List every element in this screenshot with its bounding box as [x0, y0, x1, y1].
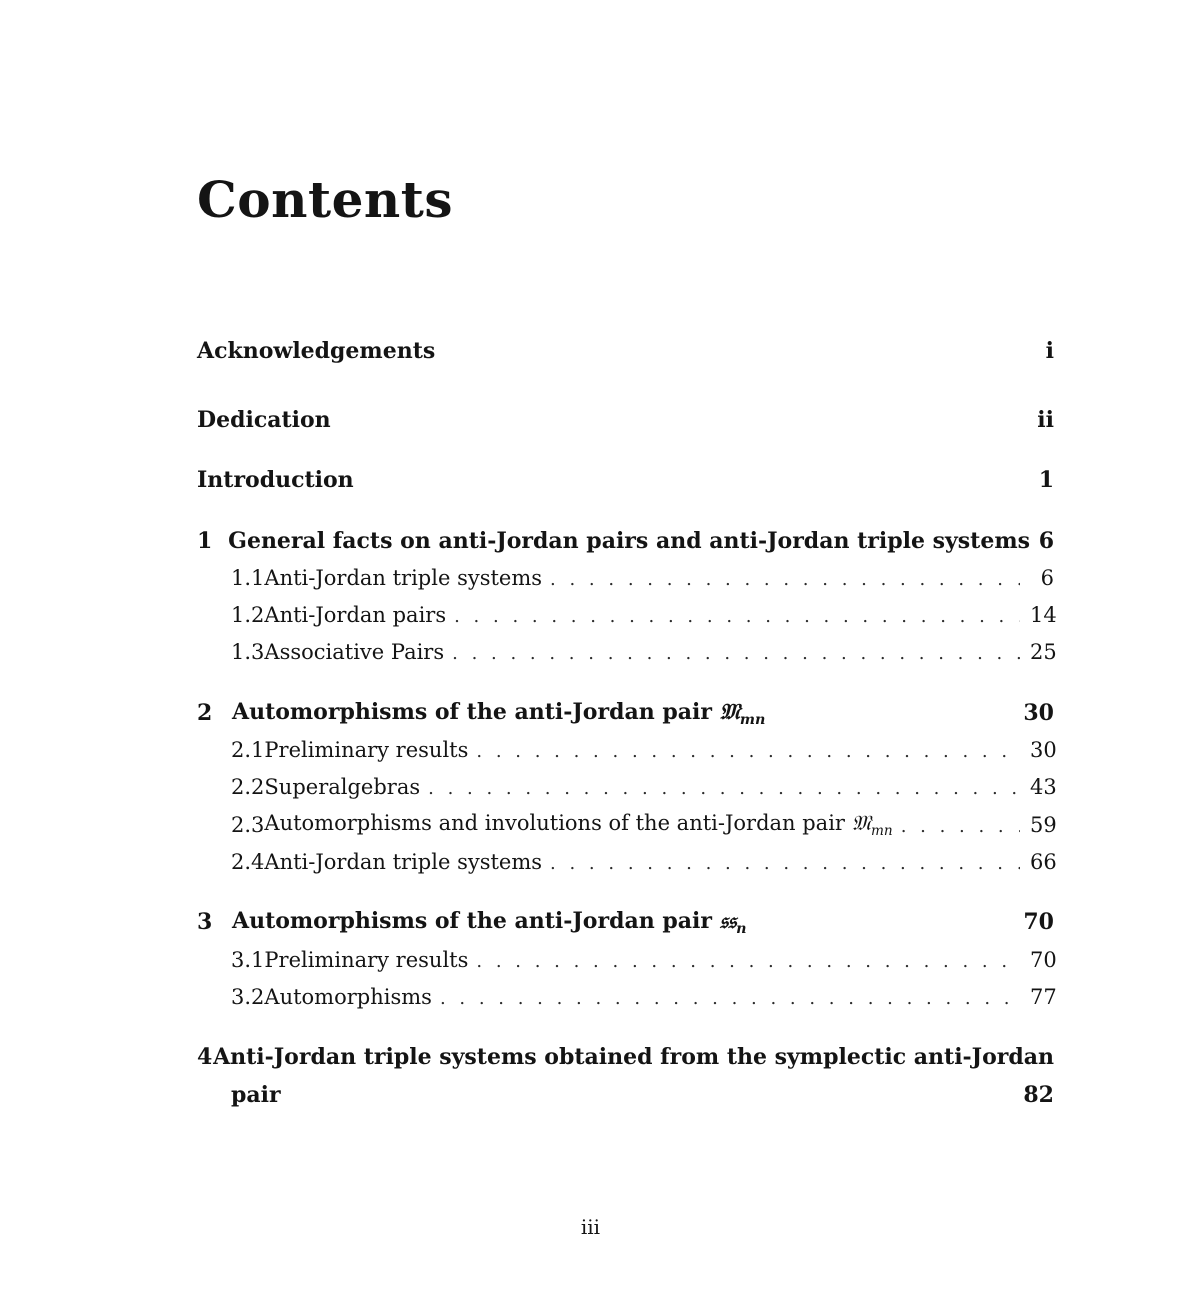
section-number: 1.1	[231, 566, 265, 590]
section-number: 3.2	[231, 985, 265, 1009]
chapter-number: 3	[197, 909, 213, 935]
toc-page-number: 70	[1023, 909, 1054, 935]
toc-entry-acknowledgements[interactable]	[197, 334, 1054, 368]
section-number: 1.3	[231, 640, 265, 664]
dot-leader	[454, 602, 1020, 628]
math-symbol: 𝔐$_{mn}$	[851, 811, 893, 839]
toc-section-1-2[interactable]	[231, 598, 1057, 632]
chapter-title: General facts on anti-Jordan pairs and anti-Jordan triple systems	[228, 528, 1030, 554]
section-title: Anti-Jordan triple systems	[264, 850, 543, 874]
toc-page-number: 43	[1030, 775, 1057, 799]
toc-chapter-3[interactable]	[197, 905, 1054, 939]
toc-entry-introduction[interactable]	[197, 463, 1054, 497]
toc-section-1-3[interactable]	[231, 635, 1057, 669]
chapter-title: Anti-Jordan triple systems obtained from the symplectic anti-Jordan	[213, 1044, 1054, 1070]
dot-leader	[550, 849, 1020, 875]
toc-entry-label: Dedication	[197, 407, 331, 433]
toc-chapter-4[interactable]	[197, 1040, 1054, 1074]
section-title: Associative Pairs	[264, 640, 445, 664]
toc-chapter-2[interactable]	[197, 696, 1054, 730]
toc-page-number: 30	[1023, 700, 1054, 726]
dot-leader	[901, 812, 1020, 838]
toc-page-number: 77	[1030, 985, 1057, 1009]
toc-chapter-4-continued[interactable]	[231, 1078, 1054, 1112]
section-title: Anti-Jordan pairs	[264, 603, 447, 627]
dot-leader	[476, 737, 1020, 763]
toc-page-number: 70	[1030, 948, 1057, 972]
toc-page-number: 6	[1038, 528, 1054, 554]
section-number: 1.2	[231, 603, 265, 627]
chapter-number: 4	[197, 1044, 213, 1070]
toc-section-3-1[interactable]	[231, 943, 1057, 977]
toc-section-3-2[interactable]	[231, 980, 1057, 1014]
math-symbol: 𝔰𝔰$_n$	[719, 907, 747, 937]
chapter-number: 1	[197, 528, 213, 554]
toc-entry-label: Introduction	[197, 467, 354, 493]
toc-entry-dedication[interactable]	[197, 403, 1054, 437]
page-title: Contents	[197, 170, 454, 229]
toc-page-number: 1	[1038, 467, 1054, 493]
section-title: Superalgebras	[264, 775, 421, 799]
section-number: 2.4	[231, 850, 265, 874]
toc-page-number: 25	[1030, 640, 1057, 664]
chapter-number: 2	[197, 700, 213, 726]
chapter-title: Automorphisms of the anti-Jordan pair 𝔰𝔰$_n$	[232, 907, 747, 937]
toc-page-number: 82	[1023, 1082, 1054, 1108]
chapter-title-continued: pair	[231, 1082, 281, 1108]
dot-leader	[476, 947, 1020, 973]
toc-section-1-1[interactable]	[231, 561, 1054, 595]
section-number: 2.3	[231, 813, 265, 837]
section-title: Preliminary results	[264, 948, 469, 972]
dot-leader	[452, 639, 1020, 665]
toc-page-number: 59	[1030, 813, 1057, 837]
section-number: 2.1	[231, 738, 265, 762]
section-title: Automorphisms and involutions of the anti-Jordan pair 𝔐$_{mn}$	[264, 811, 893, 839]
section-title: Automorphisms	[264, 985, 432, 1009]
dot-leader	[550, 565, 1020, 591]
toc-page-number: ii	[1037, 407, 1054, 433]
footer-page-number: iii	[580, 1215, 601, 1239]
toc-page-number: 6	[1040, 566, 1054, 590]
dot-leader	[440, 984, 1020, 1010]
toc-section-2-4[interactable]	[231, 845, 1057, 879]
section-title: Anti-Jordan triple systems	[264, 566, 543, 590]
toc-page-number: i	[1045, 338, 1054, 364]
toc-section-2-2[interactable]	[231, 770, 1057, 804]
section-number: 3.1	[231, 948, 265, 972]
chapter-title: Automorphisms of the anti-Jordan pair 𝔐$_{mn}$	[232, 698, 766, 728]
toc-section-2-1[interactable]	[231, 733, 1057, 767]
toc-page-number: 14	[1030, 603, 1057, 627]
section-number: 2.2	[231, 775, 265, 799]
math-symbol: 𝔐$_{mn}$	[719, 698, 766, 728]
toc-page-number: 30	[1030, 738, 1057, 762]
section-title: Preliminary results	[264, 738, 469, 762]
toc-chapter-1[interactable]	[197, 524, 1054, 558]
toc-page-number: 66	[1030, 850, 1057, 874]
toc-entry-label: Acknowledgements	[197, 338, 436, 364]
toc-section-2-3[interactable]	[231, 808, 1057, 842]
dot-leader	[428, 774, 1020, 800]
